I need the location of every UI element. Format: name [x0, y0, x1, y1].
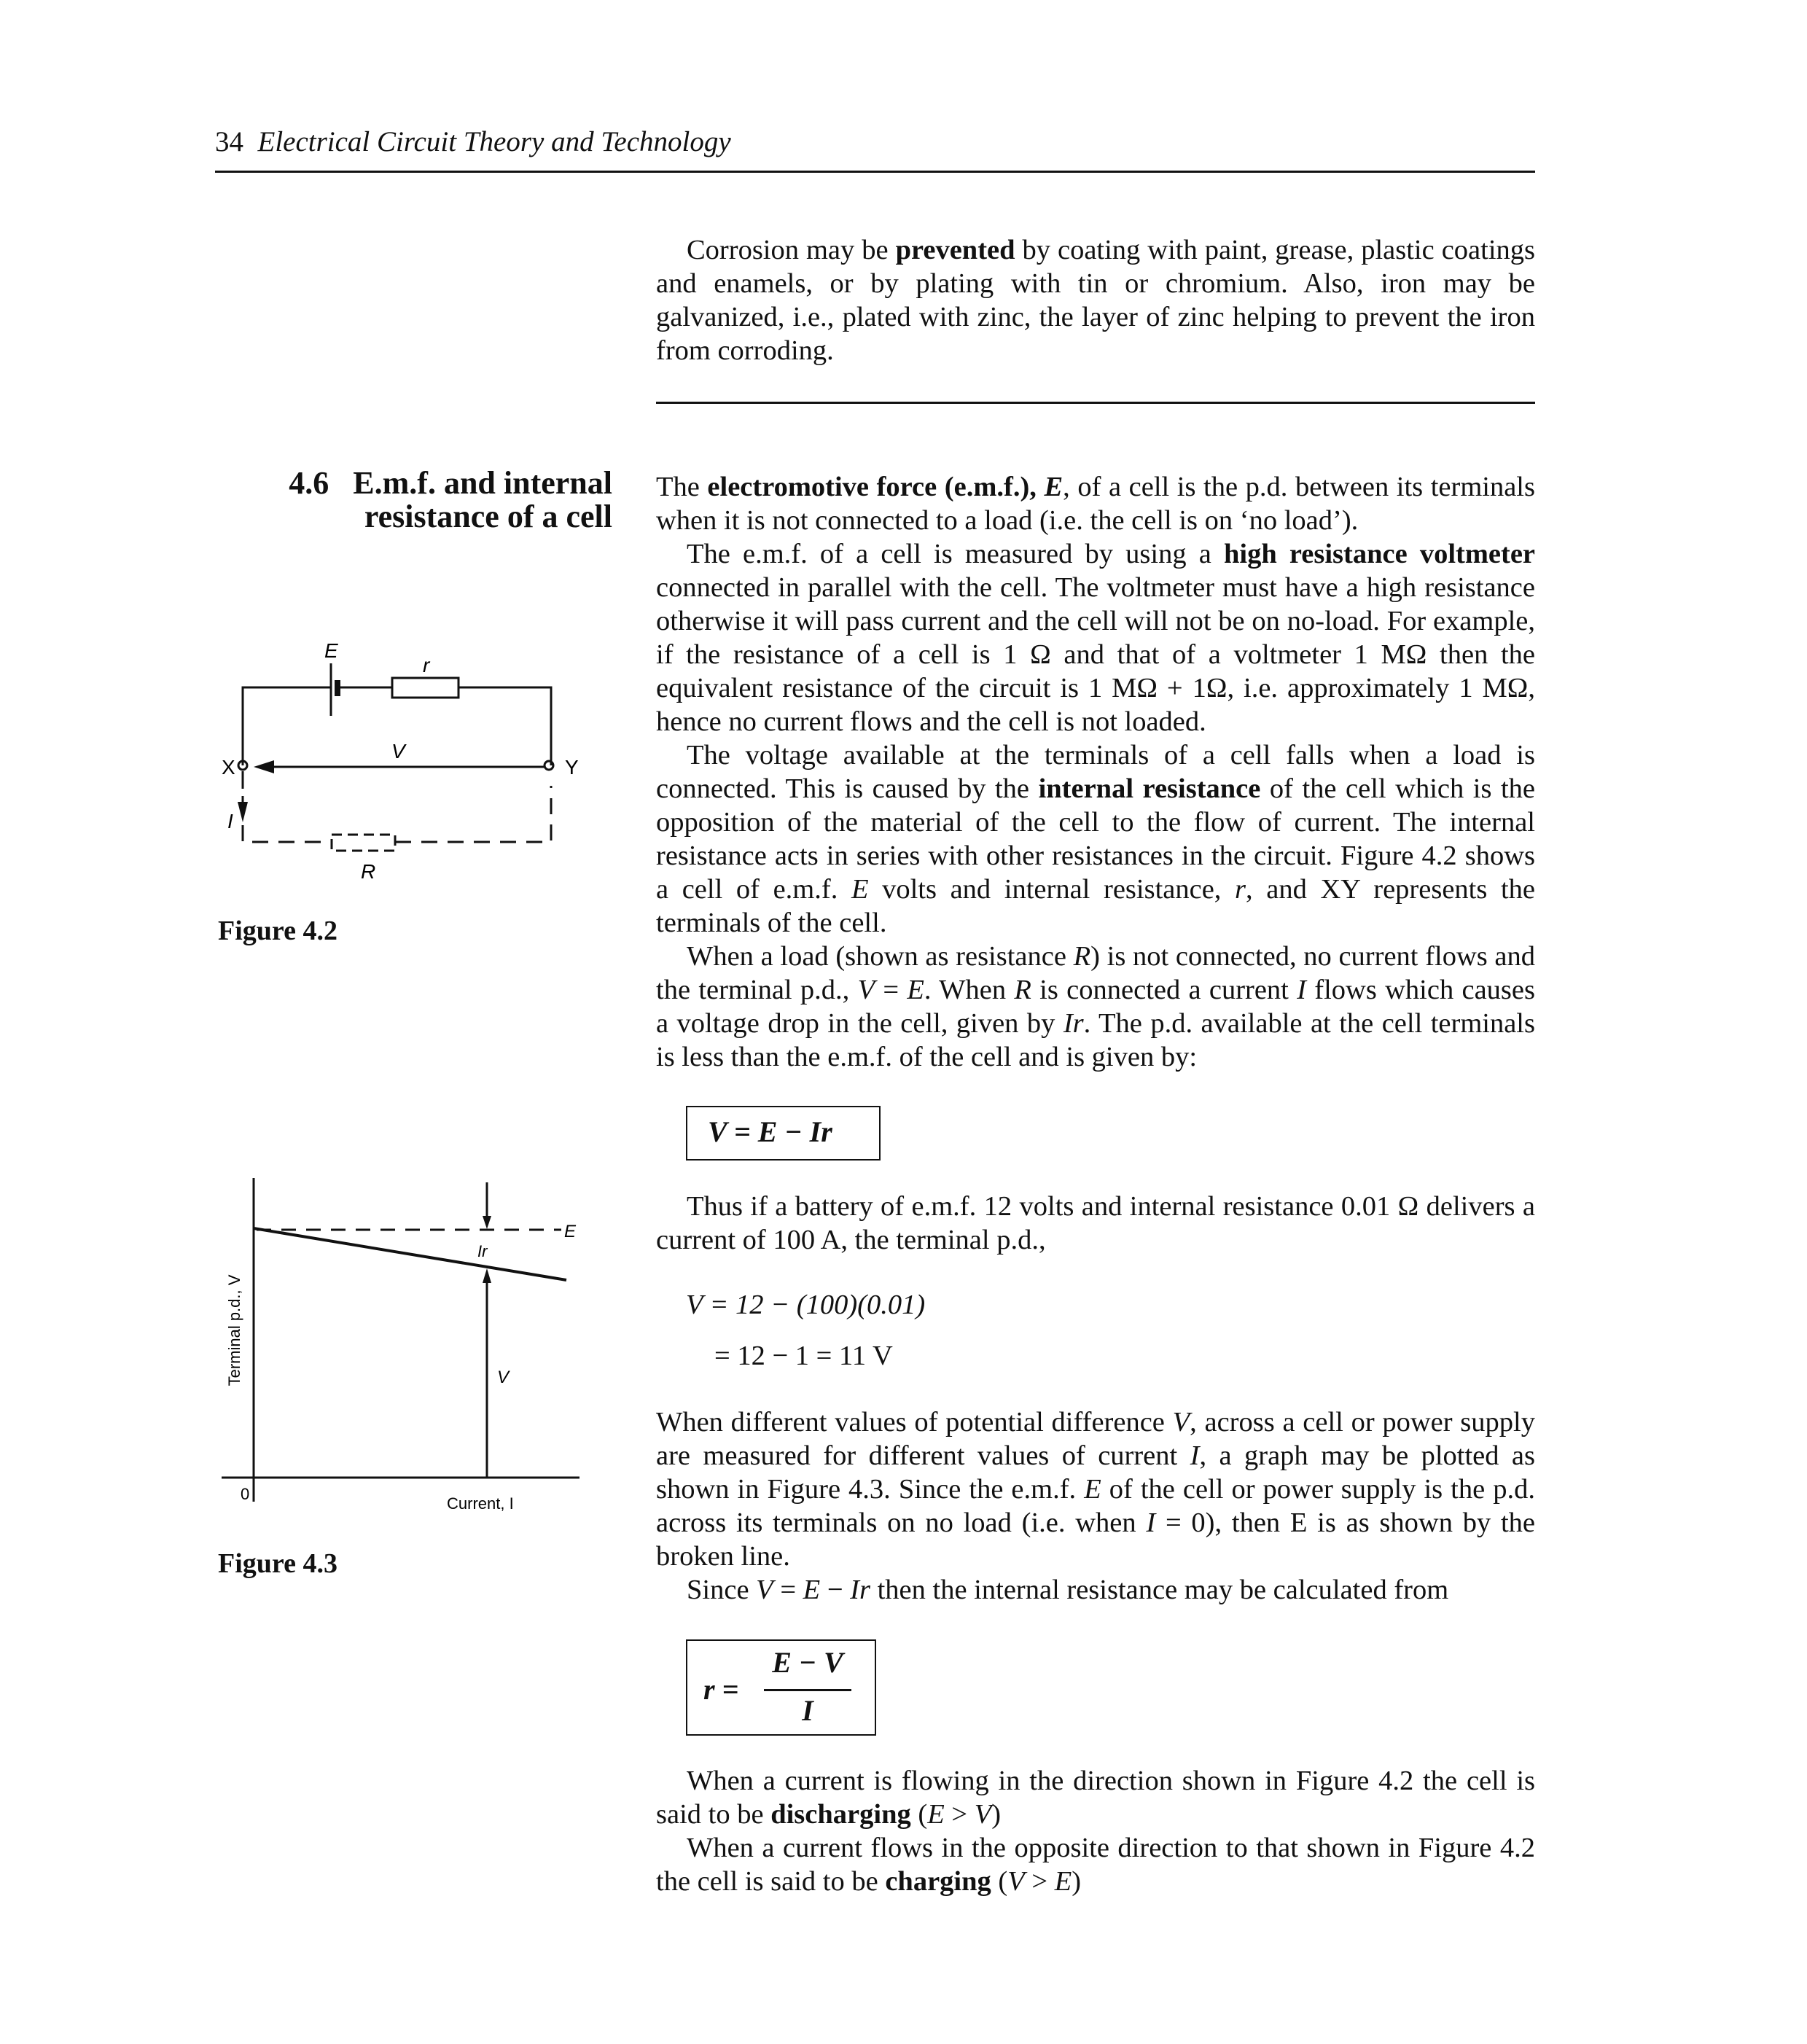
text-run: When a load (shown as resistance	[687, 941, 1074, 972]
load-wire-dashed	[243, 825, 332, 842]
label-r: r	[423, 654, 430, 676]
paragraph	[656, 1405, 1535, 1573]
fraction-bar	[764, 1689, 851, 1691]
emphasis-run: I	[1190, 1440, 1200, 1471]
label-y: Y	[565, 756, 579, 779]
wire-top	[243, 687, 331, 765]
text-run: The voltage available at the terminals of a cell falls when a load is connected. This is caused by the	[656, 740, 1535, 804]
emphasis-run: E	[1044, 472, 1063, 502]
graph-text	[656, 1405, 1535, 1607]
emphasis-run: I	[1297, 975, 1306, 1005]
text-run: = 0), then E is as shown by the broken line.	[656, 1507, 1535, 1572]
text-run: (	[910, 1799, 928, 1830]
paragraph	[656, 537, 1535, 738]
emphasis-run: E	[1084, 1474, 1101, 1505]
emphasis-run: electromotive force (e.m.f.),	[707, 472, 1045, 502]
label-load-r: R	[361, 860, 376, 883]
header-rule	[215, 171, 1535, 173]
book-title: Electrical Circuit Theory and Technology	[257, 126, 731, 157]
text-run: )	[991, 1799, 1002, 1830]
running-header	[215, 125, 731, 158]
numerator: E − V	[772, 1646, 843, 1679]
emphasis-run: E	[907, 975, 924, 1005]
denominator: I	[802, 1694, 813, 1727]
section-title-line2: resistance of a cell	[364, 499, 612, 534]
text-run: flows which causes a voltage drop in the cell, given by	[656, 975, 1535, 1039]
text-run: by coating with paint, grease, plastic coatings and enamels, or by plating with tin or chromium. Also, iron may be galvanized, i.e., plated with zinc, the layer of zinc helping to prevent the iron from corroding.	[656, 235, 1535, 366]
paragraph	[656, 1831, 1535, 1898]
text-run: , across a cell or power supply are measured for different values of current	[656, 1407, 1535, 1471]
text-run: (	[991, 1866, 1008, 1897]
paragraph	[656, 1573, 1535, 1607]
text-run: =	[875, 975, 908, 1005]
cell-short-plate	[335, 680, 340, 696]
emphasis-run: E	[1054, 1866, 1072, 1897]
section-number: 4.6	[289, 465, 329, 501]
calc-line-1: V = 12 − (100)(0.01)	[686, 1290, 926, 1320]
page-number: 34	[215, 126, 243, 157]
intro-text	[656, 233, 1535, 367]
text-run: Thus if a battery of e.m.f. 12 volts and internal resistance 0.01 Ω delivers a current of 100 A, the terminal p.d.,	[656, 1191, 1535, 1255]
figure-4-3-graph	[211, 1166, 620, 1524]
paragraph	[656, 1190, 1535, 1257]
text-run: The	[656, 472, 708, 502]
text-run: connected in parallel with the cell. The voltmeter must have a high resistance otherwise it will pass current and the cell will not be on no-load. For example, if the resistance of a cell is 1 Ω and that of a voltmeter 1 MΩ then the equivalent resistance of the circuit is 1 MΩ + 1Ω, i.e. approximately 1 MΩ, hence no current flows and the cell is not loaded.	[656, 572, 1535, 737]
load-wire-dashed	[395, 786, 551, 842]
text-run: . The p.d. available at the cell terminals is less than the e.m.f. of the cell and is given by:	[656, 1008, 1535, 1072]
emphasis-run: I	[1146, 1507, 1156, 1538]
formula-box-terminal-pd: V = E − Ir	[686, 1106, 881, 1161]
label-i: I	[227, 810, 233, 832]
emphasis-run: Ir	[1063, 1008, 1084, 1039]
section-rule	[656, 402, 1535, 404]
text-run: volts and internal resistance,	[868, 874, 1236, 905]
ir-arrowhead	[483, 1216, 491, 1229]
text-run: then the internal resistance may be calculated from	[870, 1575, 1449, 1605]
emphasis-run: prevented	[895, 235, 1015, 265]
x-axis-label: Current, I	[447, 1494, 514, 1513]
figure-4-2-caption: Figure 4.2	[218, 916, 337, 946]
text-run: =	[773, 1575, 803, 1605]
current-arrowhead	[238, 802, 248, 822]
section-title-line1: E.m.f. and internal	[353, 465, 612, 501]
emphasis-run: V	[857, 975, 875, 1005]
emphasis-run: V	[1007, 1866, 1025, 1897]
emphasis-run: discharging	[770, 1799, 911, 1830]
paragraph	[656, 470, 1535, 537]
text-run: Since	[687, 1575, 757, 1605]
text-run: −	[820, 1575, 851, 1605]
text-run: When a current flows in the opposite direction to that shown in Figure 4.2 the cell is said to be	[656, 1833, 1535, 1897]
emphasis-run: E	[851, 874, 869, 905]
paragraph	[656, 1764, 1535, 1831]
text-run: >	[1024, 1866, 1055, 1897]
text-run: , and XY represents the terminals of the cell.	[656, 874, 1535, 938]
emphasis-run: V	[1172, 1407, 1190, 1438]
emphasis-run: charging	[885, 1866, 991, 1897]
text-run: Corrosion may be	[687, 235, 896, 265]
text-run: is connected a current	[1031, 975, 1297, 1005]
text-run: . When	[924, 975, 1015, 1005]
text-run: The e.m.f. of a cell is measured by using a	[687, 539, 1224, 569]
text-run: ) is not connected, no current flows and the terminal p.d.,	[656, 941, 1536, 1005]
label-e: E	[324, 639, 338, 662]
terminal-pd-line	[254, 1228, 566, 1280]
text-run: When a current is flowing in the direction shown in Figure 4.2 the cell is said to be	[656, 1766, 1535, 1830]
wire	[458, 687, 551, 765]
formula-box-internal-resistance: r = E − V I	[686, 1639, 876, 1736]
calc-line-2: = 12 − 1 = 11 V	[714, 1341, 893, 1371]
v-arrowhead	[483, 1268, 491, 1283]
text-run: of the cell or power supply is the p.d. across its terminals on no load (i.e. when	[656, 1474, 1535, 1538]
figure-4-2-circuit	[211, 627, 620, 897]
section-heading	[241, 467, 612, 534]
label-e: E	[564, 1222, 577, 1241]
origin-label: 0	[241, 1485, 250, 1503]
emphasis-run: r	[1235, 874, 1246, 905]
emphasis-run: R	[1014, 975, 1031, 1005]
label-x: X	[222, 756, 235, 779]
intro-paragraph	[656, 233, 1535, 367]
figure-4-3-caption: Figure 4.3	[218, 1548, 337, 1579]
main-text	[656, 470, 1535, 1074]
load-resistor-dashed	[332, 835, 395, 851]
emphasis-run: V	[974, 1799, 992, 1830]
label-ir: Ir	[477, 1242, 488, 1260]
internal-resistor	[392, 678, 458, 698]
text-run: , of a cell is the p.d. between its terminals when it is not connected to a load (i.e. the cell is on ‘no load’).	[656, 472, 1535, 536]
text-run: When different values of potential difference	[656, 1407, 1173, 1438]
text-run: , a graph may be plotted as shown in Figure 4.3. Since the e.m.f.	[656, 1440, 1535, 1505]
text-run: >	[944, 1799, 975, 1830]
emphasis-run: R	[1073, 941, 1091, 972]
paragraph	[656, 940, 1535, 1074]
text-run: of the cell which is the opposition of the material of the cell to the flow of current. The internal resistance acts in series with other resistances in the circuit. Figure 4.2 shows a cell of e.m.f.	[656, 773, 1536, 905]
label-v: V	[497, 1368, 510, 1387]
paragraph	[656, 738, 1535, 940]
emphasis-run: V	[756, 1575, 773, 1605]
example-text	[656, 1190, 1535, 1257]
label-v: V	[391, 740, 405, 762]
emphasis-run: internal resistance	[1038, 773, 1261, 804]
emphasis-run: high resistance voltmeter	[1223, 539, 1536, 569]
text-run: )	[1072, 1866, 1082, 1897]
emphasis-run: E	[927, 1799, 945, 1830]
emphasis-run: E	[803, 1575, 821, 1605]
final-text	[656, 1764, 1535, 1898]
emphasis-run: Ir	[850, 1575, 870, 1605]
arrowhead	[254, 760, 274, 773]
y-axis-label: Terminal p.d., V	[225, 1274, 243, 1386]
